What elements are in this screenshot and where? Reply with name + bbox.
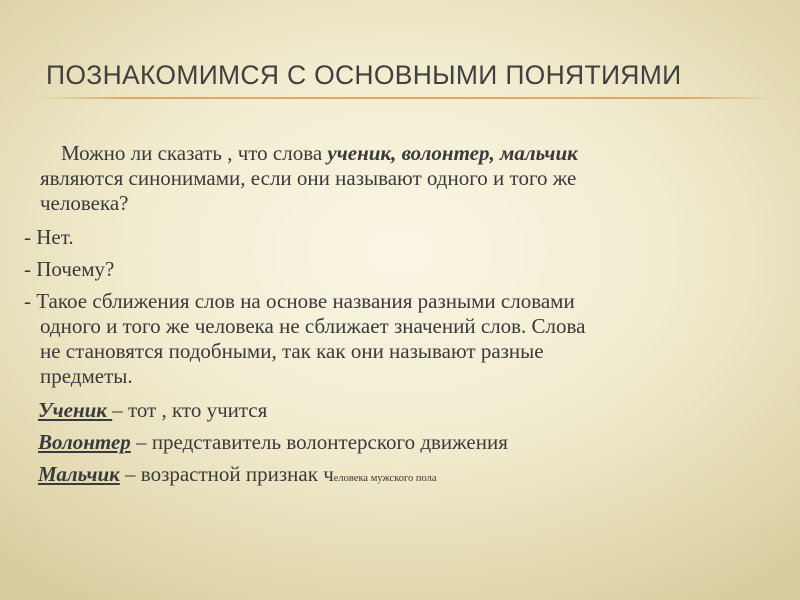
- definition-boy-tail-small: еловека мужского пола: [333, 473, 437, 484]
- question-line-3: человека?: [40, 191, 129, 215]
- question-words: ученик, волонтер, мальчик: [327, 141, 578, 165]
- definition-volunteer: [38, 429, 508, 456]
- definition-boy-text: – возрастной признак: [119, 462, 324, 486]
- question-prefix: Можно ли сказать , что слова: [61, 141, 328, 165]
- explanation-line-4: предметы.: [40, 364, 133, 388]
- definition-boy: [38, 461, 437, 493]
- answer-no: - Нет.: [24, 225, 74, 249]
- definition-student: [38, 397, 267, 424]
- title-underline: [36, 97, 776, 99]
- explanation-line-1: - Такое сближения слов на основе названия разными словами: [24, 289, 575, 313]
- term-boy: Мальчик: [38, 462, 120, 486]
- explanation-line-3: не становятся подобными, так как они называют разные: [40, 339, 544, 363]
- slide-title: ПОЗНАКОМИМСЯ С ОСНОВНЫМИ ПОНЯТИЯМИ: [46, 60, 682, 90]
- explanation-line-2: одного и того же человека не сближает значений слов. Слова: [40, 314, 586, 338]
- definition-boy-tail-first: ч: [323, 462, 334, 486]
- question-line-1: [61, 140, 578, 167]
- definition-student-text: – тот , кто учится: [112, 398, 268, 422]
- question-line-2: являются синонимами, если они называют одного и того же: [40, 166, 577, 190]
- term-volunteer: Волонтер: [38, 430, 131, 454]
- definition-volunteer-text: – представитель волонтерского движения: [130, 430, 508, 454]
- why-question: - Почему?: [24, 257, 115, 281]
- term-student: Ученик: [38, 398, 113, 422]
